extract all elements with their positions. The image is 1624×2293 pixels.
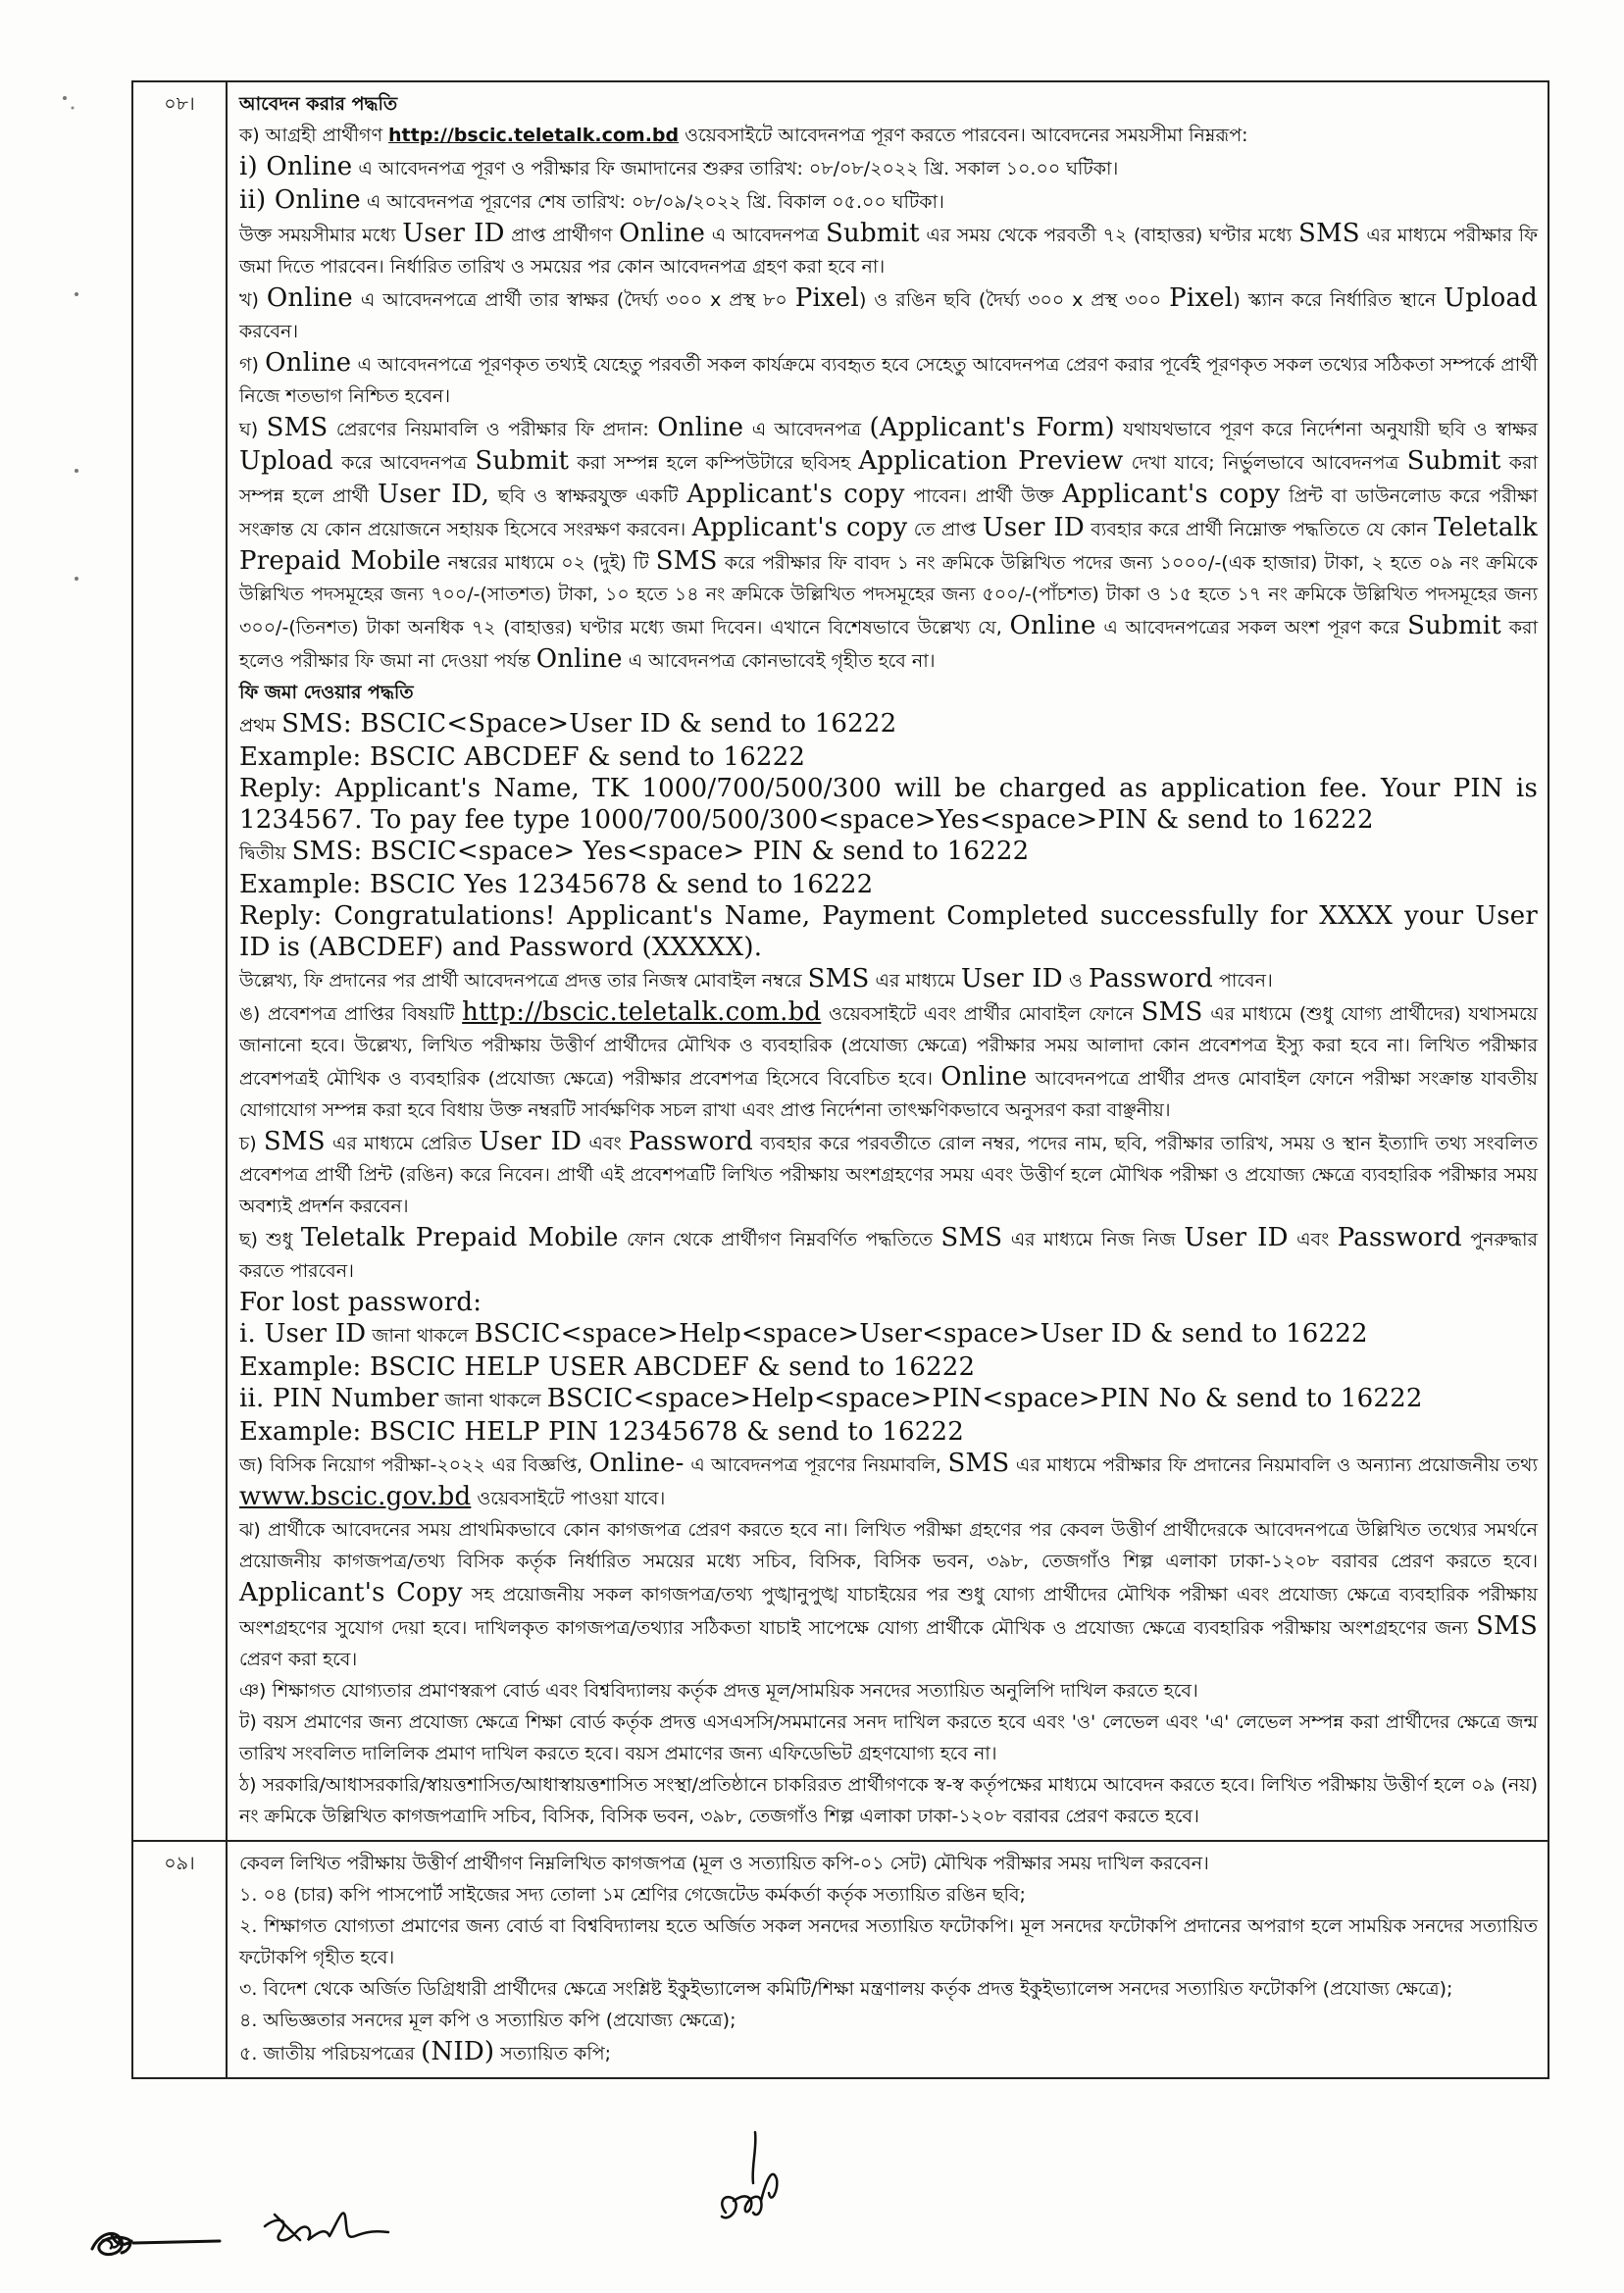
document-item-3: ৩. বিদেশ থেকে অর্জিত ডিগ্রিধারী প্রার্থীদের ক্ষেত্রে সংশ্লিষ্ট ইকুইভ্যালেন্স কমিটি/শিক্ষা মন্ত্রণালয় কর্তৃক প্রদত্ত ইকুইভ্যালেন্স সনদের সত্যায়িত ফটোকপি (প্রযোজ্য ক্ষেত্রে); <box>239 1978 1453 2000</box>
section-number: ০৮। <box>133 82 228 1840</box>
document-item-1: ১. ০৪ (চার) কপি পাসপোর্ট সাইজের সদ্য তোলা ১ম শ্রেণির গেজেটেড কর্মকর্তা কর্তৃক সত্যায়িত রঙিন ছবি; <box>239 1884 1026 1906</box>
paragraph-chha: ছ) শুধু Teletalk Prepaid Mobile ফোন থেকে প্রার্থীগণ নিম্নবর্ণিত পদ্ধতিতে SMS এর মাধ্যমে নিজ নিজ User ID এবং Password পুনরুদ্ধার করতে পারবেন। <box>239 1223 1538 1282</box>
document-item-4: ৪. অভিজ্ঞতার সনদের মূল কপি ও সত্যায়িত কপি (প্রযোজ্য ক্ষেত্রে); <box>239 2010 736 2031</box>
fee-heading: ফি জমা দেওয়ার পদ্ধতি <box>239 682 414 703</box>
document-item-5: ৫. জাতীয় পরিচয়পত্রের (NID) সত্যায়িত কপি; <box>239 2037 612 2066</box>
paragraph-jha: ঝ) প্রার্থীকে আবেদনের সময় প্রাথমিকভাবে কোন কাগজপত্র প্রেরণ করতে হবে না। লিখিত পরীক্ষা গ্রহণের পর কেবল উত্তীর্ণ প্রার্থীদেরকে আবেদনপত্রে উল্লিখিত তথ্যের সমর্থনে প্রয়োজনীয় কাগজপত্র/তথ্য বিসিক কর্তৃক নির্ধারিত সময়ের মধ্যে সচিব, বিসিক, বিসিক ভবন, ৩৯৮, তেজগাঁও শিল্প এলাকা ঢাকা-১২০৮ বরাবর প্রেরণ করতে হবে। Applicant's Copy সহ প্রয়োজনীয় সকল কাগজপত্র/তথ্য পুঙ্খানুপুঙ্খ যাচাইয়ের পর শুধু যোগ্য প্রার্থীদের মৌখিক পরীক্ষা এবং প্রযোজ্য ক্ষেত্রে ব্যবহারিক পরীক্ষায় অংশগ্রহণের সুযোগ দেয়া হবে। দাখিলকৃত কাগজপত্র/তথ্যার সঠিকতা যাচাই সাপেক্ষে যোগ্য প্রার্থীকে মৌখিক ও প্রযোজ্য ক্ষেত্রে ব্যবহারিক পরীক্ষায় অংশগ্রহণের জন্য SMS প্রেরণ করা হবে। <box>239 1519 1539 1670</box>
sms-reply-1: Reply: Applicant's Name, TK 1000/700/500/300 will be charged as application fee. Your PIN is 1234567. To pay fee type 1000/700/500/300<space>Yes<space>PIN & send to 16222 <box>239 774 1538 835</box>
bscic-teletalk-link[interactable]: http://bscic.teletalk.com.bd <box>388 125 680 146</box>
start-date-line: i) Online এ আবেদনপত্র পূরণ ও পরীক্ষার ফি জমাদানের শুরুর তারিখ: ০৮/০৮/২০২২ খ্রি. সকাল ১০.০০ ঘটিকা। <box>239 152 1119 181</box>
signature-2 <box>257 2197 394 2266</box>
lost-password-heading: For lost password: <box>239 1288 482 1317</box>
paragraph-tha: ঠ) সরকারি/আধাসরকারি/স্বায়ত্তশাসিত/আধাস্বায়ত্তশাসিত সংস্থা/প্রতিষ্ঠানে চাকরিরত প্রার্থীগণকে স্ব-স্ব কর্তৃপক্ষের মাধ্যমে আবেদন করতে হবে। লিখিত পরীক্ষায় উত্তীর্ণ হলে ০৯ (নয়) নং ক্রমিকে উল্লিখিত কাগজপত্রাদি সচিব, বিসিক, বিসিক ভবন, ৩৯৮, তেজগাঁও শিল্প এলাকা ঢাকা-১২০৮ বরাবর প্রেরণ করতে হবে। <box>239 1774 1538 1827</box>
lost-pin-example: Example: BSCIC HELP PIN 12345678 & send to 16222 <box>239 1417 964 1447</box>
signature-1 <box>82 2212 229 2270</box>
paragraph-gha: ঘ) SMS প্রেরণের নিয়মাবলি ও পরীক্ষার ফি প্রদান: Online এ আবেদনপত্র (Applicant's Form) যথাযথভাবে পূরণ করে নির্দেশনা অনুযায়ী ছবি ও স্বাক্ষর Upload করে আবেদনপত্র Submit করা সম্পন্ন হলে কম্পিউটারে ছবিসহ Application Preview দেখা যাবে; নির্ভুলভাবে আবেদনপত্র Submit করা সম্পন্ন হলে প্রার্থী User ID, ছবি ও স্বাক্ষরযুক্ত একটি Applicant's copy পাবেন। প্রার্থী উক্ত Applicant's copy প্রিন্ট বা ডাউনলোড করে পরীক্ষা সংক্রান্ত যে কোন প্রয়োজনে সহায়ক হিসেবে সংরক্ষণ করবেন। Applicant's copy তে প্রাপ্ত User ID ব্যবহার করে প্রার্থী নিম্নোক্ত পদ্ধতিতে যে কোন Teletalk Prepaid Mobile নম্বরের মাধ্যমে ০২ (দুই) টি SMS করে পরীক্ষার ফি বাবদ ১ নং ক্রমিকে উল্লিখিত পদের জন্য ১০০০/-(এক হাজার) টাকা, ২ হতে ০৯ নং ক্রমিকে উল্লিখিত পদসমূহের জন্য ৭০০/-(সাতশত) টাকা, ১০ হতে ১৪ নং ক্রমিকে উল্লিখিত পদসমূহের জন্য ৫০০/-(পাঁচশত) টাকা ও ১৫ হতে ১৭ নং ক্রমিকে উল্লিখিত পদসমূহের জন্য ৩০০/-(তিনশত) টাকা অনধিক ৭২ (বাহাত্তর) ঘণ্টার মধ্যে জমা দিবেন। এখানে বিশেষভাবে উল্লেখ্য যে, Online এ আবেদনপত্রের সকল অংশ পূরণ করে Submit করা হলেও পরীক্ষার ফি জমা না দেওয়া পর্যন্ত Online এ আবেদনপত্র কোনভাবেই গৃহীত হবে না। <box>239 413 1539 674</box>
margin-specks <box>59 59 82 647</box>
section-09-content <box>228 1842 1548 2077</box>
end-date-line: ii) Online এ আবেদনপত্র পূরণের শেষ তারিখ: ০৮/০৯/২০২২ খ্রি. বিকাল ০৫.০০ ঘটিকা। <box>239 185 944 215</box>
bscic-gov-link[interactable]: www.bscic.gov.bd <box>239 1482 472 1511</box>
sms-example-2: Example: BSCIC Yes 12345678 & send to 16222 <box>239 870 874 899</box>
documents-intro: কেবল লিখিত পরীক্ষায় উত্তীর্ণ প্রার্থীগণ নিম্নলিখিত কাগজপত্র (মূল ও সত্যায়িত কপি-০১ সেট) মৌখিক পরীক্ষার সময় দাখিল করবেন। <box>239 1853 1209 1874</box>
sms-example-1: Example: BSCIC ABCDEF & send to 16222 <box>239 742 806 772</box>
paragraph-umo: ঙ) প্রবেশপত্র প্রাপ্তির বিষয়টি http://bscic.teletalk.com.bd ওয়েবসাইটে এবং প্রার্থীর মোবাইল ফোনে SMS এর মাধ্যমে (শুধু যোগ্য প্রার্থীদের) যথাসময়ে জানানো হবে। উল্লেখ্য, লিখিত পরীক্ষায় উত্তীর্ণ প্রার্থীদের মৌখিক ও ব্যবহারিক (প্রযোজ্য ক্ষেত্রে) পরীক্ষার সময় আলাদা কোন প্রবেশপত্র ইস্যু করা হবে না। লিখিত পরীক্ষার প্রবেশপত্রই মৌখিক ও ব্যবহারিক (প্রযোজ্য ক্ষেত্রে) পরীক্ষার প্রবেশপত্র হিসেবে বিবেচিত হবে। Online আবেদনপত্রে প্রার্থীর প্রদত্ত মোবাইল ফোনে পরীক্ষা সংক্রান্ত যাবতীয় যোগাযোগ সম্পন্ন করা হবে বিধায় উক্ত নম্বরটি সার্বক্ষণিক সচল রাখা এবং প্রাপ্ত নির্দেশনা তাৎক্ষণিকভাবে অনুসরণ করা বাঞ্ছনীয়। <box>239 997 1538 1121</box>
teletalk-link-2[interactable]: http://bscic.teletalk.com.bd <box>462 997 822 1027</box>
sms-first: প্রথম SMS: BSCIC<Space>User ID & send to 16222 <box>239 709 897 739</box>
paragraph-kha: খ) Online এ আবেদনপত্রে প্রার্থী তার স্বাক্ষর (দৈর্ঘ্য ৩০০ x প্রস্থ ৮০ Pixel) ও রঙিন ছবি (দৈর্ঘ্য ৩০০ x প্রস্থ ৩০০ Pixel) স্ক্যান করে নির্ধারিত স্থানে Upload করবেন। <box>239 283 1538 342</box>
paragraph-nya: ঞ) শিক্ষাগত যোগ্যতার প্রমাণস্বরূপ বোর্ড এবং বিশ্ববিদ্যালয় কর্তৃক প্রদত্ত মূল/সাময়িক সনদের সত্যায়িত অনুলিপি দাখিল করতে হবে। <box>239 1680 1198 1702</box>
lost-pin-line: ii. PIN Number জানা থাকলে BSCIC<space>Help<space>PIN<space>PIN No & send to 16222 <box>239 1384 1423 1413</box>
lost-userid-line: i. User ID জানা থাকলে BSCIC<space>Help<space>User<space>User ID & send to 16222 <box>239 1319 1368 1349</box>
sms-second: দ্বিতীয় SMS: BSCIC<space> Yes<space> PIN & send to 16222 <box>239 837 1030 866</box>
paragraph-ja: জ) বিসিক নিয়োগ পরীক্ষা-২০২২ এর বিজ্ঞপ্তি, Online- এ আবেদনপত্র পূরণের নিয়মাবলি, SMS এর মাধ্যমে পরীক্ষার ফি প্রদানের নিয়মাবলি ও অন্যান্য প্রয়োজনীয় তথ্য www.bscic.gov.bd ওয়েবসাইটে পাওয়া যাবে। <box>239 1449 1538 1511</box>
paragraph-ga: গ) Online এ আবেদনপত্রে পূরণকৃত তথ্যই যেহেতু পরবর্তী সকল কার্যক্রমে ব্যবহৃত হবে সেহেতু আবেদনপত্র প্রেরণ করার পূর্বেই পূরণকৃত সকল তথ্যের সঠিকতা সম্পর্কে প্রার্থী নিজে শতভাগ নিশ্চিত হবেন। <box>239 348 1538 407</box>
time-limit-paragraph: উক্ত সময়সীমার মধ্যে User ID প্রাপ্ত প্রার্থীগণ Online এ আবেদনপত্র Submit এর সময় থেকে পরবর্তী ৭২ (বাহাত্তর) ঘণ্টার মধ্যে SMS এর মাধ্যমে পরীক্ষার ফি জমা দিতে পারবেন। নির্ধারিত তারিখ ও সময়ের পর কোন আবেদনপত্র গ্রহণ করা হবে না। <box>239 219 1538 278</box>
sms-reply-2: Reply: Congratulations! Applicant's Name, Payment Completed successfully for XXXX your User ID is (ABCDEF) and Password (XXXXX). <box>239 901 1538 962</box>
paragraph-cha: চ) SMS এর মাধ্যমে প্রেরিত User ID এবং Password ব্যবহার করে পরবর্তীতে রোল নম্বর, পদের নাম, ছবি, পরীক্ষার তারিখ, সময় ও স্থান ইত্যাদি তথ্য সংবলিত প্রবেশপত্র প্রার্থী প্রিন্ট (রঙিন) করে নিবেন। প্রার্থী এই প্রবেশপত্রটি লিখিত পরীক্ষায় অংশগ্রহণের সময় এবং উত্তীর্ণ হলে মৌখিক পরীক্ষা ও প্রযোজ্য ক্ষেত্রে ব্যবহারিক পরীক্ষার সময় অবশ্যই প্রদর্শন করবেন। <box>239 1127 1538 1217</box>
section-number: ০৯। <box>133 1842 228 2077</box>
document-item-2: ২. শিক্ষাগত যোগ্যতা প্রমাণের জন্য বোর্ড বা বিশ্ববিদ্যালয় হতে অর্জিত সকল সনদের সত্যায়িত ফটোকপি। মূল সনদের ফটোকপি প্রদানের অপরাগ হলে সাময়িক সনদের সত্যায়িত ফটোকপি গৃহীত হবে। <box>239 1915 1538 1968</box>
section-09-row <box>133 1842 1548 2077</box>
signature-3 <box>708 2128 816 2246</box>
fee-note: উল্লেখ্য, ফি প্রদানের পর প্রার্থী আবেদনপত্রে প্রদত্ত তার নিজস্ব মোবাইল নম্বরে SMS এর মাধ্যমে User ID ও Password পাবেন। <box>239 964 1273 994</box>
section-heading: আবেদন করার পদ্ধতি <box>239 93 398 115</box>
lost-userid-example: Example: BSCIC HELP USER ABCDEF & send to 16222 <box>239 1352 976 1382</box>
paragraph-ka: ক) আগ্রহী প্রার্থীগণ http://bscic.teletalk.com.bd ওয়েবসাইটে আবেদনপত্র পূরণ করতে পারবেন। আবেদনের সময়সীমা নিম্নরূপ: <box>239 125 1248 146</box>
section-08-content <box>228 82 1548 1840</box>
paragraph-ta: ট) বয়স প্রমাণের জন্য প্রযোজ্য ক্ষেত্রে শিক্ষা বোর্ড কর্তৃক প্রদত্ত এসএসসি/সমমানের সনদ দাখিল করতে হবে এবং 'ও' লেভেল এবং 'এ' লেভেল সম্পন্ন করা প্রার্থীদের ক্ষেত্রে জন্ম তারিখ সংবলিত দালিলিক প্রমাণ দাখিল করতে হবে। বয়স প্রমাণের জন্য এফিডেভিট গ্রহণযোগ্য হবে না। <box>239 1711 1538 1764</box>
section-08-row <box>133 82 1548 1842</box>
notice-table <box>131 80 1549 2079</box>
